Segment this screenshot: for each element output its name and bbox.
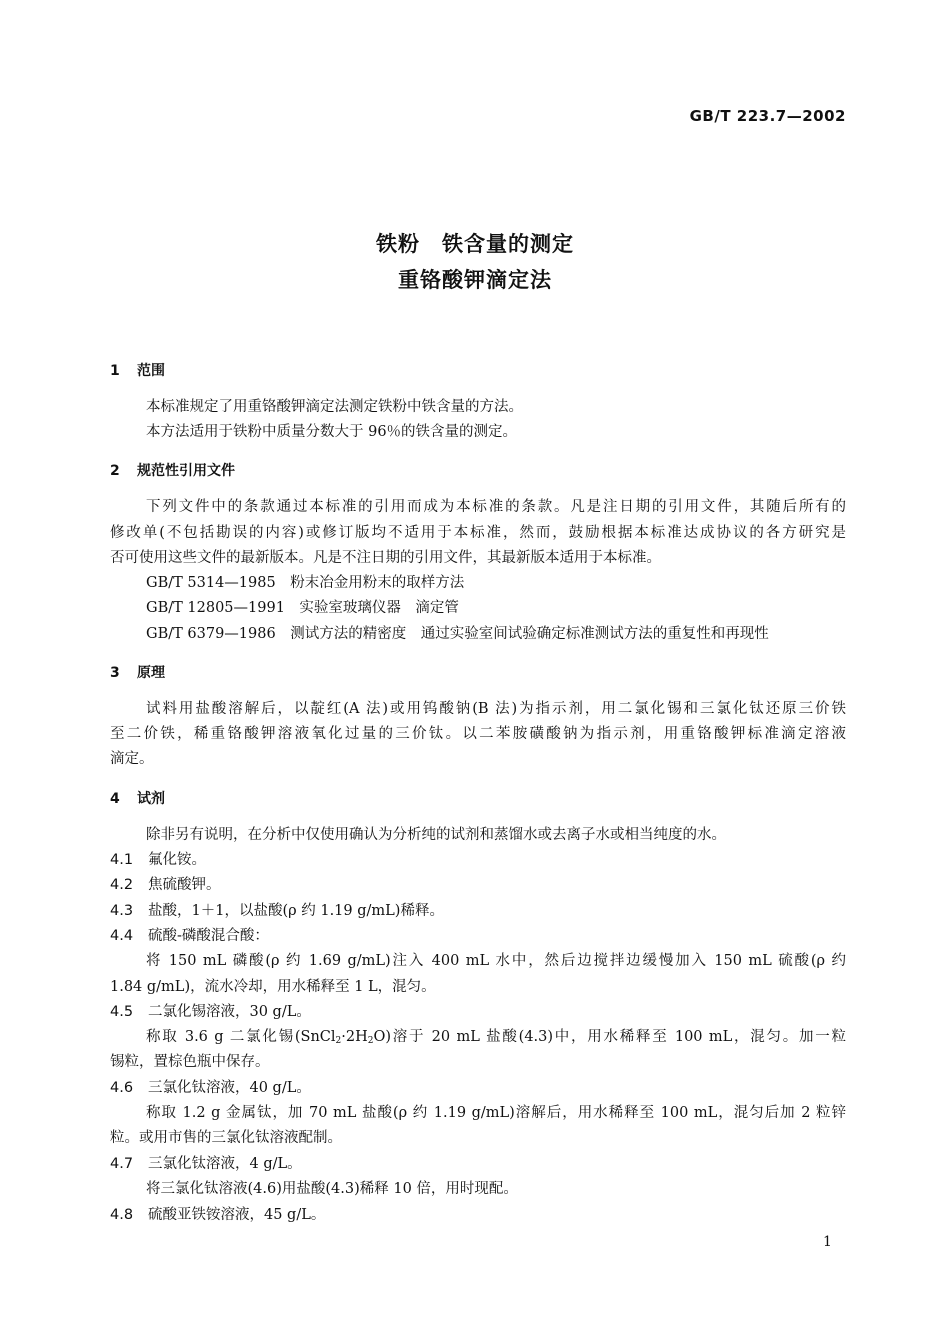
reference-item: GB/T 5314—1985 粉末冶金用粉末的取样方法 (146, 575, 465, 591)
reagent-text: 二氯化锡溶液，30 g/L。 (148, 1004, 311, 1020)
reagent-item (110, 1154, 850, 1174)
reagent-item (110, 1078, 850, 1098)
paragraph-line: 滴定。 (110, 751, 154, 767)
text-fragment: 称取 3.6 g 二氯化锡(SnCl (146, 1029, 336, 1045)
paragraph-line: 至二价铁，稀重铬酸钾溶液氧化过量的三价钛。以二苯胺磺酸钠为指示剂，用重铬酸钾标准滴定溶液 (110, 726, 846, 742)
paragraph-line: 称取 1.2 g 金属钛，加 70 mL 盐酸(ρ 约 1.19 g/mL)溶解后，用水稀释至 100 mL，混匀后加 2 粒锌 (146, 1105, 846, 1121)
clause-number: 4.2 (110, 877, 134, 893)
section-2-heading (110, 460, 235, 480)
paragraph-line: 试料用盐酸溶解后，以靛红(A 法)或用钨酸钠(B 法)为指示剂，用二氯化锡和三氯化钛还原三价铁 (146, 701, 846, 717)
document-title: 铁粉 铁含量的测定 (376, 232, 574, 256)
paragraph-line: 1.84 g/mL)，流水冷却，用水稀释至 1 L，混匀。 (110, 979, 436, 995)
clause-number: 4.6 (110, 1080, 134, 1096)
paragraph-line: 否可使用这些文件的最新版本。凡是不注日期的引用文件，其最新版本适用于本标准。 (110, 550, 661, 566)
text-fragment: O)溶于 20 mL 盐酸(4.3)中，用水稀释至 100 mL，混匀。加一粒 (373, 1029, 846, 1045)
reagent-item (110, 1002, 850, 1022)
reference-item: GB/T 6379—1986 测试方法的精密度 通过实验室间试验确定标准测试方法的重复性和再现性 (146, 626, 769, 642)
clause-number: 4.8 (110, 1207, 134, 1223)
section-4-heading (110, 788, 165, 808)
reagent-text: 硫酸亚铁铵溶液，45 g/L。 (148, 1207, 326, 1223)
document-subtitle: 重铬酸钾滴定法 (398, 268, 552, 292)
paragraph: 本方法适用于铁粉中质量分数大于 96％的铁含量的测定。 (146, 424, 518, 440)
standard-number: GB/T 223.7—2002 (689, 107, 846, 125)
section-1-heading (110, 360, 165, 380)
reagent-text: 焦硫酸钾。 (148, 877, 221, 893)
section-title: 范围 (137, 363, 165, 379)
paragraph: 除非另有说明，在分析中仅使用确认为分析纯的试剂和蒸馏水或去离子水或相当纯度的水。 (146, 827, 726, 843)
paragraph: 本标准规定了用重铬酸钾滴定法测定铁粉中铁含量的方法。 (146, 399, 523, 415)
reagent-item (110, 850, 850, 870)
subscript: 2 (335, 1036, 342, 1046)
text-fragment: ·2H (341, 1029, 368, 1045)
section-title: 规范性引用文件 (137, 463, 235, 479)
section-number: 4 (110, 791, 120, 807)
clause-number: 4.4 (110, 928, 134, 944)
paragraph-line: 将三氯化钛溶液(4.6)用盐酸(4.3)稀释 10 倍，用时现配。 (146, 1181, 518, 1197)
page-number: 1 (823, 1234, 832, 1250)
paragraph-line (146, 1027, 846, 1051)
section-title: 原理 (137, 665, 165, 681)
reagent-item (110, 926, 850, 946)
reagent-item (110, 901, 850, 921)
reagent-text: 三氯化钛溶液，40 g/L。 (148, 1080, 311, 1096)
clause-number: 4.7 (110, 1156, 134, 1172)
section-number: 1 (110, 363, 120, 379)
paragraph-line: 修改单(不包括勘误的内容)或修订版均不适用于本标准，然而，鼓励根据本标准达成协议的各方研究是 (110, 525, 846, 541)
paragraph-line: 将 150 mL 磷酸(ρ 约 1.69 g/mL)注入 400 mL 水中，然后边搅拌边缓慢加入 150 mL 硫酸(ρ 约 (146, 953, 846, 969)
section-number: 2 (110, 463, 120, 479)
reference-item: GB/T 12805—1991 实验室玻璃仪器 滴定管 (146, 600, 459, 616)
section-3-heading (110, 662, 165, 682)
clause-number: 4.5 (110, 1004, 134, 1020)
reagent-text: 氟化铵。 (148, 852, 206, 868)
paragraph-line: 锡粒，置棕色瓶中保存。 (110, 1054, 270, 1070)
reagent-text: 盐酸，1＋1，以盐酸(ρ 约 1.19 g/mL)稀释。 (148, 903, 444, 919)
subscript: 2 (367, 1036, 374, 1046)
reagent-text: 硫酸-磷酸混合酸： (148, 928, 269, 944)
paragraph-line: 粒。或用市售的三氯化钛溶液配制。 (110, 1130, 342, 1146)
reagent-item (110, 1205, 850, 1225)
reagent-text: 三氯化钛溶液，4 g/L。 (148, 1156, 302, 1172)
clause-number: 4.1 (110, 852, 134, 868)
section-title: 试剂 (137, 791, 165, 807)
reagent-item (110, 875, 850, 895)
section-number: 3 (110, 665, 120, 681)
paragraph-line: 下列文件中的条款通过本标准的引用而成为本标准的条款。凡是注日期的引用文件，其随后所有的 (146, 499, 846, 515)
clause-number: 4.3 (110, 903, 134, 919)
